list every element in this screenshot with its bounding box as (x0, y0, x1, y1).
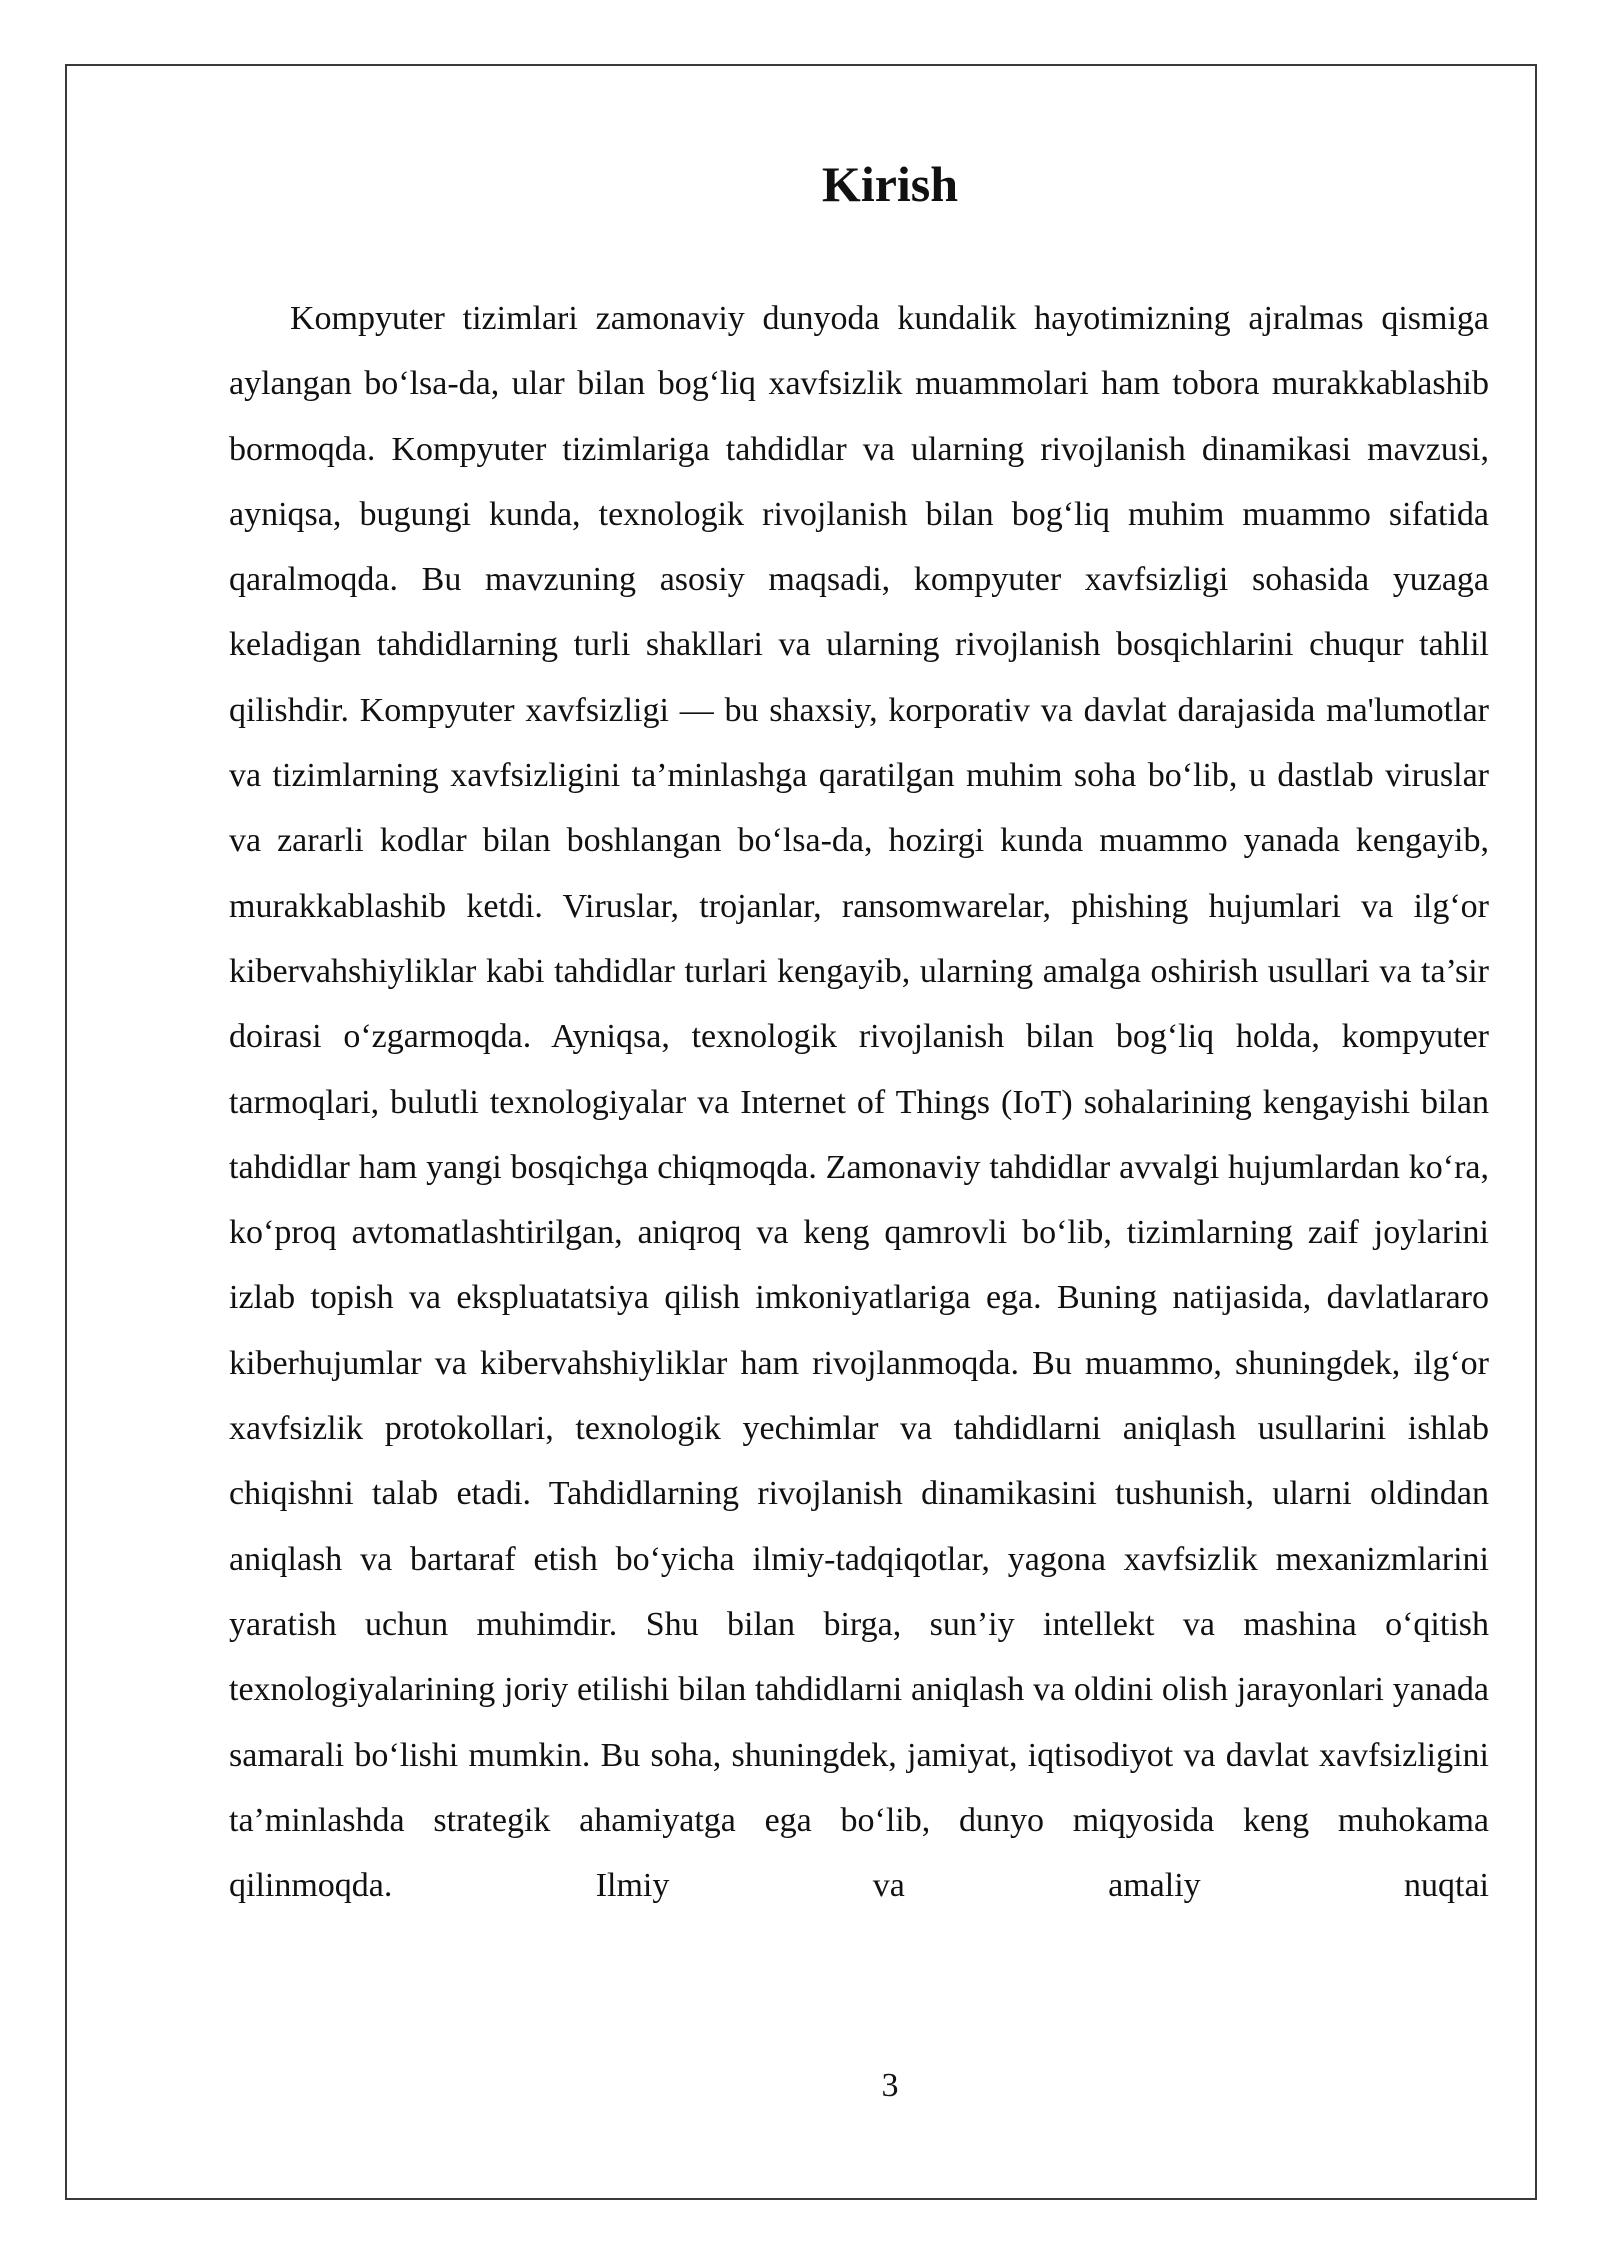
body-paragraph: Kompyuter tizimlari zamonaviy dunyoda kundalik hayotimizning ajralmas qismiga aylangan bo‘lsa-da, ular bilan bog‘liq xavfsizlik muammolari ham tobora murakkablashib bormoqda. Kompyuter tizimlariga tahdidlar va ularning rivojlanish dinamikasi mavzusi, ayniqsa, bugungi kunda, texnologik rivojlanish bilan bog‘liq muhim muammo sifatida qaralmoqda. Bu mavzuning asosiy maqsadi, kompyuter xavfsizligi sohasida yuzaga keladigan tahdidlarning turli shakllari va ularning rivojlanish bosqichlarini chuqur tahlil qilishdir. Kompyuter xavfsizligi — bu shaxsiy, korporativ va davlat darajasida ma'lumotlar va tizimlarning xavfsizligini ta’minlashga qaratilgan muhim soha bo‘lib, u dastlab viruslar va zararli kodlar bilan boshlangan bo‘lsa-da, hozirgi kunda muammo yanada kengayib, murakkablashib ketdi. Viruslar, trojanlar, ransomwarelar, phishing hujumlari va ilg‘or kibervahshiyliklar kabi tahdidlar turlari kengayib, ularning amalga oshirish usullari va ta’sir doirasi o‘zgarmoqda. Ayniqsa, texnologik rivojlanish bilan bog‘liq holda, kompyuter tarmoqlari, bulutli texnologiyalar va Internet of Things (IoT) sohalarining kengayishi bilan tahdidlar ham yangi bosqichga chiqmoqda. Zamonaviy tahdidlar avvalgi hujumlardan ko‘ra, ko‘proq avtomatlashtirilgan, aniqroq va keng qamrovli bo‘lib, tizimlarning zaif joylarini izlab topish va ekspluatatsiya qilish imkoniyatlariga ega. Buning natijasida, davlatlararo kiberhujumlar va kibervahshiyliklar ham rivojlanmoqda. Bu muammo, shuningdek, ilg‘or xavfsizlik protokollari, texnologik yechimlar va tahdidlarni aniqlash usullarini ishlab chiqishni talab etadi. Tahdidlarning rivojlanish dinamikasini tushunish, ularni oldindan aniqlash va bartaraf etish bo‘yicha ilmiy-tadqiqotlar, yagona xavfsizlik mexanizmlarini yaratish uchun muhimdir. Shu bilan birga, sun’iy intellekt va mashina o‘qitish texnologiyalarining joriy etilishi bilan tahdidlarni aniqlash va oldini olish jarayonlari yanada samarali bo‘lishi mumkin. Bu soha, shuningdek, jamiyat, iqtisodiyot va davlat xavfsizligini ta’minlashda strategik ahamiyatga ega bo‘lib, dunyo miqyosida keng muhokama qilinmoqda. Ilmiy va amaliy nuqtai (229, 300, 1489, 1905)
page-title: Kirish (821, 156, 959, 212)
page-number: 3 (881, 2067, 899, 2104)
